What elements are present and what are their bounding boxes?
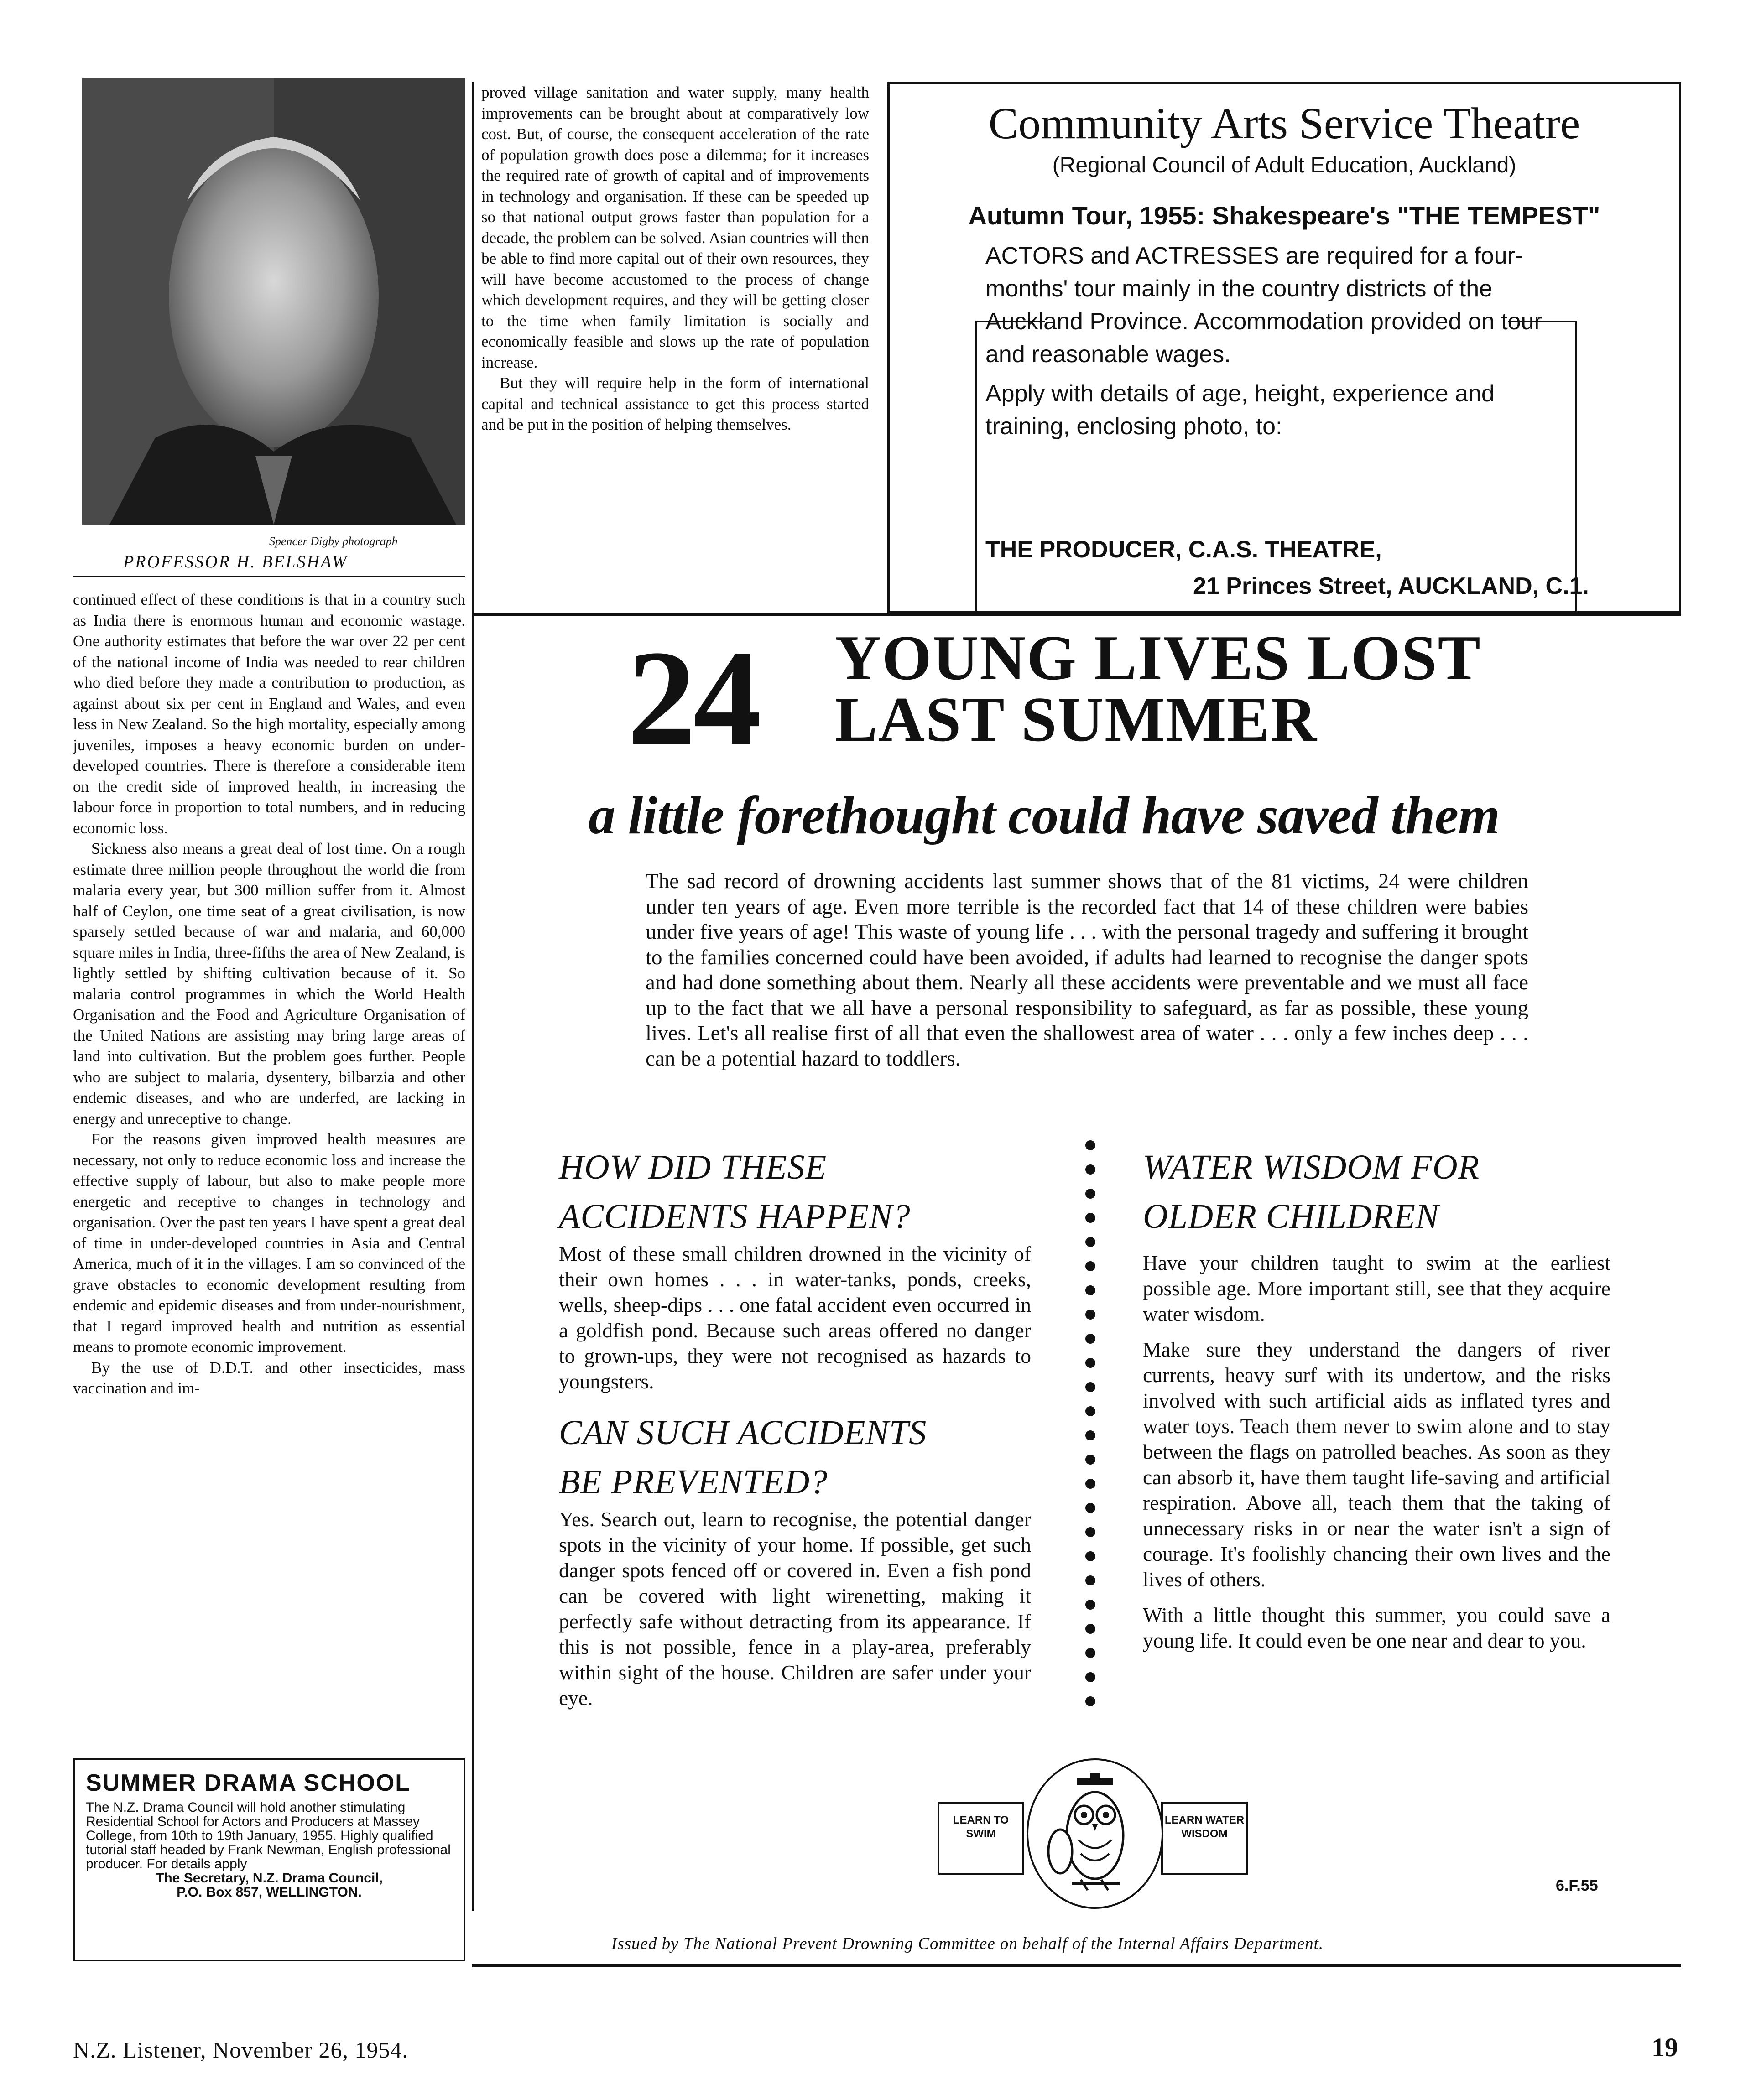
article-paragraph: But they will require help in the form of international capital and technical assistance to get this process started and be put in the position of helping themselves. bbox=[481, 374, 869, 433]
logo-left-label: LEARN TO SWIM bbox=[938, 1802, 1024, 1875]
summer-drama-school-box bbox=[73, 1758, 465, 1961]
bullet-dot bbox=[1085, 1600, 1095, 1610]
theatre-advertisement bbox=[887, 82, 1681, 613]
bullet-dot bbox=[1085, 1164, 1095, 1175]
photo-credit: Spencer Digby photograph bbox=[269, 535, 398, 548]
water-paragraph-2: Make sure they understand the dangers of river currents, heavy surf with its undertow, and the risks involved with such artificial aids as inflated tyres and water toys. Teach them never to swim alone and to stay between the flags on patrolled beaches. As soon as they can absorb it, have them taught life-saving and artificial respiration. Above all, teach them that the taking of unnecessary risks in or near the water isn't a sign of courage. It's foolishly chancing their own lives and the lives of others. bbox=[1143, 1338, 1610, 1591]
article-paragraph: proved village sanitation and water supply, many health improvements can be brought about at comparatively low cost. But, of course, the consequent acceleration of the rate of population growth does pose a dilemma; for it increases the required rate of growth of capital and of improvements in technology and organisation. If these can be speeded up so that national output grows faster than population for a decade, the problem can be solved. Asian countries will then be able to find more capital out of their own resources, they will have become accustomed to the process of change which development requires, and they will be getting closer to the time when family limitation is socially and economically feasible and slows up the rate of population increase. bbox=[481, 83, 869, 371]
water-paragraph-1: Have your children taught to swim at the earliest possible age. More important still, see that they acquire water wisdom. bbox=[1143, 1251, 1610, 1325]
bullet-dot bbox=[1085, 1624, 1095, 1634]
theatre-title: Community Arts Service Theatre bbox=[988, 99, 1580, 148]
bullet-dot bbox=[1085, 1261, 1095, 1271]
drama-body: The N.Z. Drama Council will hold another stimulating Residential School for Actors and Producers at Massey College, from 10th to 19th January, 1955. Highly qualified tutorial staff headed by Frank Newman, English professional producer. For details apply bbox=[86, 1800, 451, 1871]
can-heading-1: CAN SUCH ACCIDENTS bbox=[559, 1414, 927, 1452]
bullet-dot bbox=[1085, 1479, 1095, 1489]
bullet-dot bbox=[1085, 1310, 1095, 1320]
ad-code: 6.F.55 bbox=[1556, 1877, 1598, 1894]
left-section bbox=[559, 1143, 1031, 1711]
article-middle-column bbox=[481, 82, 869, 435]
bullet-dot bbox=[1085, 1696, 1095, 1706]
water-heading-2: OLDER CHILDREN bbox=[1143, 1197, 1439, 1236]
section-rule bbox=[472, 613, 1681, 616]
bottom-rule bbox=[472, 1964, 1681, 1967]
bullet-dot bbox=[1085, 1455, 1095, 1465]
theatre-subtitle: (Regional Council of Adult Education, Auckland) bbox=[1052, 153, 1516, 177]
can-heading-2: BE PREVENTED? bbox=[559, 1463, 828, 1501]
photo-caption: PROFESSOR H. BELSHAW bbox=[123, 552, 348, 572]
column-divider bbox=[472, 82, 474, 616]
headline-line2: LAST SUMMER bbox=[835, 684, 1318, 755]
how-body-wrap bbox=[559, 1241, 1031, 1394]
article-paragraph: By the use of D.D.T. and other insecticides, mass vaccination and im- bbox=[73, 1358, 465, 1397]
publication-footer: N.Z. Listener, November 26, 1954. bbox=[73, 2037, 409, 2063]
theatre-producer: THE PRODUCER, C.A.S. THEATRE, bbox=[985, 536, 1382, 563]
page-number: 19 bbox=[1652, 2032, 1678, 2062]
intro-paragraph: The sad record of drowning accidents last summer shows that of the 81 victims, 24 were children under ten years of age. Even more terrible is the recorded fact that 14 of these children were babies under five years of age! This waste of young life . . . with the personal tragedy and suffering it brought to the families concerned could have been avoided, if adults had learned to recognise the danger spots and had done something about them. Nearly all these accidents were preventable and we must all face up to the fact that we all have a personal responsibility to safeguard, as far as possible, these young lives. Let's all realise first of all that even the shallowest area of water . . . only a few inches deep . . . can be a potential hazard to toddlers. bbox=[646, 869, 1528, 1071]
bullet-dot bbox=[1085, 1503, 1095, 1513]
article-paragraph: continued effect of these conditions is that in a country such as India there is enormous human and economic wastage. One authority estimates that before the war over 22 per cent of the national income of India was needed to rear children who died before they made a contribution to production, as against about six per cent in England and Wales, and even less in New Zealand. So the high mortality, especially among juveniles, imposes a heavy economic burden on under-developed countries. There is therefore a considerable item on the credit side of improved health, in increasing the labour force in proportion to total numbers, and in reducing economic loss. bbox=[73, 591, 465, 837]
portrait-photo bbox=[82, 78, 465, 525]
bullet-dot bbox=[1085, 1527, 1095, 1537]
bullet-dot bbox=[1085, 1334, 1095, 1344]
learn-to-swim-logo bbox=[938, 1758, 1248, 1909]
can-body: Yes. Search out, learn to recognise, the potential danger spots in the vicinity of your home. If possible, get such danger spots fenced off or covered in. Even a fish pond can be covered with light wirenetting, making it perfectly safe without detracting from its appearance. If this is not possible, fence in a play-area, preferably within sight of the house. Children are safer under your eye. bbox=[559, 1507, 1031, 1710]
drama-address-line2: P.O. Box 857, WELLINGTON. bbox=[177, 1885, 362, 1900]
bullet-dot bbox=[1085, 1648, 1095, 1658]
headline-line1: YOUNG LIVES LOST bbox=[835, 623, 1481, 693]
theatre-body-1: ACTORS and ACTRESSES are required for a four-months' tour mainly in the country districts of the Auckland Province. Accommodation provided on tour and reasonable wages. bbox=[985, 243, 1542, 368]
drama-address bbox=[86, 1871, 453, 1899]
theatre-address: 21 Princes Street, AUCKLAND, C.1. bbox=[1193, 573, 1589, 599]
headline bbox=[835, 623, 1481, 755]
how-heading-2: ACCIDENTS HAPPEN? bbox=[559, 1197, 911, 1236]
bullet-dot bbox=[1085, 1189, 1095, 1199]
owl-icon bbox=[1028, 1760, 1162, 1907]
bullet-dot bbox=[1085, 1358, 1095, 1368]
right-section bbox=[1143, 1143, 1610, 1663]
article-paragraph: For the reasons given improved health measures are necessary, not only to reduce economic loss and increase the effective supply of labour, but also to make people more energetic and receptive to changes in technology and organisation. Over the past ten years I have spent a great deal of time in under-developed countries in Asia and Central America, much of it in the villages. I am so convinced of the grave obstacles to economic development resulting from endemic and epidemic diseases and from under-nourishment, that I regard improved health and nutrition as essential means to promote economic improvement. bbox=[73, 1130, 465, 1356]
bullet-divider bbox=[1084, 1140, 1097, 1721]
bullet-dot bbox=[1085, 1382, 1095, 1392]
water-paragraph-3: With a little thought this summer, you could save a young life. It could even be one near and dear to you. bbox=[1143, 1603, 1610, 1652]
bullet-dot bbox=[1085, 1140, 1095, 1150]
article-paragraph: Sickness also means a great deal of lost time. On a rough estimate three million people throughout the world die from malaria every year, but 300 million suffer from it. Almost half of Ceylon, one time seat of a great civilisation, is now sparsely settled because of war and malaria, and 60,000 square miles in India, three-fifths the area of New Zealand, is lightly settled by shifting cultivation because of it. So malaria control programmes in which the World Health Organisation and the Food and Agriculture Organisation of the United Nations are assisting may bring large areas of land into cultivation. But the problem goes further. People who are subject to malaria, dysentery, bilbarzia and other endemic diseases, and who are underfed, are lacking in energy and unreceptive to change. bbox=[73, 840, 465, 1128]
bullet-dot bbox=[1085, 1430, 1095, 1440]
portrait-image bbox=[82, 78, 465, 525]
theatre-body-2: Apply with details of age, height, experience and training, enclosing photo, to: bbox=[985, 380, 1495, 440]
column-divider bbox=[472, 616, 474, 1911]
drama-address-line1: The Secretary, N.Z. Drama Council, bbox=[156, 1871, 383, 1886]
water-body bbox=[1143, 1250, 1610, 1653]
bullet-dot bbox=[1085, 1406, 1095, 1416]
how-body: Most of these small children drowned in the vicinity of their own homes . . . in water-tanks, ponds, creeks, wells, sheep-dips . . . one fatal accident even occurred in a goldfish pond. Because such areas offered no danger to grown-ups, they were not recognised as hazards to youngsters. bbox=[559, 1242, 1031, 1393]
can-body-wrap bbox=[559, 1507, 1031, 1711]
big-number-24: 24 bbox=[627, 622, 759, 774]
theatre-tour: Autumn Tour, 1955: Shakespeare's "THE TEMPEST" bbox=[968, 201, 1600, 230]
bullet-dot bbox=[1085, 1575, 1095, 1585]
drama-title: SUMMER DRAMA SCHOOL bbox=[86, 1770, 411, 1796]
bullet-dot bbox=[1085, 1237, 1095, 1247]
theatre-body bbox=[985, 239, 1583, 449]
bullet-dot bbox=[1085, 1285, 1095, 1295]
how-heading-1: HOW DID THESE bbox=[559, 1148, 827, 1186]
bullet-dot bbox=[1085, 1213, 1095, 1223]
owl-emblem bbox=[1027, 1758, 1163, 1909]
article-left-column bbox=[73, 589, 465, 1399]
bullet-dot bbox=[1085, 1551, 1095, 1561]
caption-rule bbox=[73, 576, 465, 577]
tagline: a little forethought could have saved them bbox=[589, 785, 1500, 845]
logo-right-label: LEARN WATER WISDOM bbox=[1161, 1802, 1248, 1875]
bullet-dot bbox=[1085, 1672, 1095, 1682]
water-heading-1: WATER WISDOM FOR bbox=[1143, 1148, 1480, 1186]
issued-by-line: Issued by The National Prevent Drowning Committee on behalf of the Internal Affairs Department. bbox=[611, 1934, 1324, 1953]
